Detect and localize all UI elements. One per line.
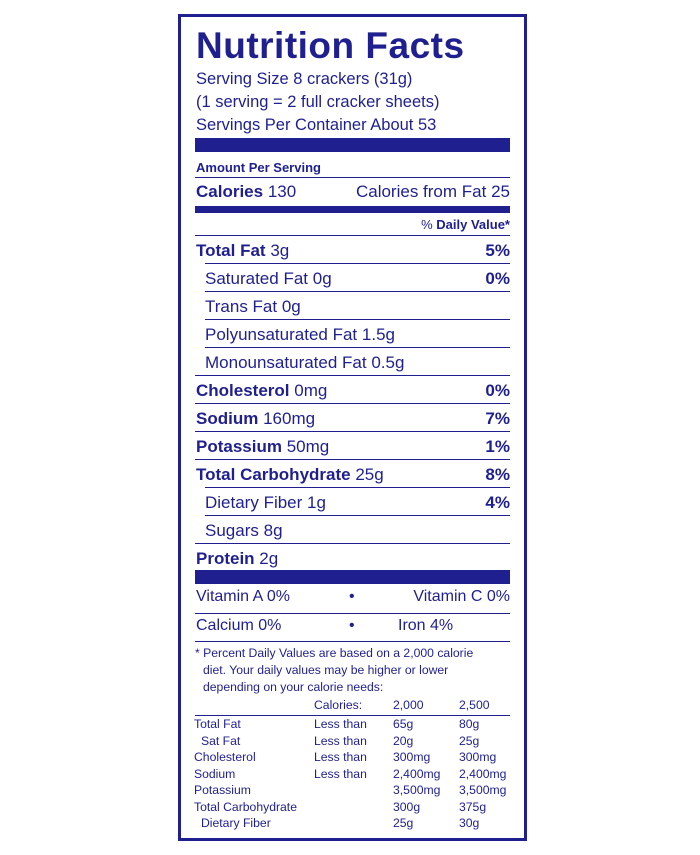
nutrient-row — [195, 292, 510, 320]
nutrition-facts-panel — [178, 14, 527, 841]
table-header-2500: 2,500 — [459, 698, 490, 712]
table-header-label: Calories: — [314, 698, 363, 712]
nutrient-amount: 0g — [312, 269, 332, 288]
table-header-2000: 2,000 — [393, 698, 424, 712]
nutrient-row — [195, 460, 510, 488]
nutrient-label — [205, 269, 332, 289]
serving-note: (1 serving = 2 full cracker sheets) — [196, 93, 440, 111]
calories-label: Calories — [196, 182, 264, 201]
nutrient-name: Sodium — [196, 409, 259, 428]
divider — [195, 641, 510, 642]
table-cell-col2: 375g — [459, 799, 487, 814]
nutrient-label — [196, 409, 315, 429]
thick-divider — [195, 138, 510, 152]
nutrient-amount: 0g — [281, 297, 301, 316]
nutrient-row — [195, 264, 510, 292]
table-cell-limit: Less than — [314, 717, 367, 731]
nutrient-daily-value: 0% — [485, 269, 510, 288]
iron: Iron 4% — [398, 617, 454, 634]
nutrient-name: Sugars — [205, 521, 259, 540]
table-cell-col1: 25g — [393, 816, 414, 830]
nutrient-amount: 0mg — [294, 381, 328, 400]
nutrient-row — [195, 404, 510, 432]
nutrient-label — [205, 297, 301, 317]
table-cell-col2: 25g — [459, 733, 480, 748]
daily-value-label: Daily Value* — [436, 217, 510, 232]
daily-value-prefix: % — [421, 217, 437, 232]
serving-size: Serving Size 8 crackers (31g) — [196, 70, 413, 88]
vitamin-a: Vitamin A 0% — [196, 588, 290, 605]
medium-divider — [195, 206, 510, 213]
nutrient-row — [195, 236, 510, 264]
footnote-line: diet. Your daily values may be higher or lower — [203, 663, 449, 677]
nutrient-daily-value: 8% — [485, 465, 510, 484]
divider — [195, 715, 510, 716]
nutrient-amount: 1.5g — [361, 325, 395, 344]
calories-from-fat-label: Calories from Fat — [355, 182, 487, 201]
nutrient-label — [196, 465, 384, 485]
table-cell-name: Potassium — [194, 783, 251, 797]
table-cell-limit: Less than — [314, 733, 367, 748]
calories-row — [196, 182, 296, 202]
table-cell-col2: 2,400mg — [459, 766, 507, 781]
nutrient-row — [195, 516, 510, 544]
nutrient-name: Monounsaturated Fat — [205, 353, 367, 372]
footnote-line: * Percent Daily Values are based on a 2,000 calorie — [195, 646, 474, 660]
bullet-separator: • — [349, 617, 355, 634]
daily-value-header — [421, 217, 510, 232]
nutrient-daily-value: 1% — [485, 437, 510, 456]
table-cell-col2: 30g — [459, 816, 480, 830]
table-cell-col2: 80g — [459, 717, 480, 731]
nutrient-daily-value: 4% — [485, 493, 510, 512]
table-cell-name: Dietary Fiber — [201, 816, 271, 830]
table-cell-name: Cholesterol — [194, 750, 256, 764]
servings-per-container: Servings Per Container About 53 — [196, 116, 437, 134]
nutrient-label — [196, 437, 329, 457]
table-cell-limit: Less than — [314, 750, 367, 764]
nutrient-name: Total Carbohydrate — [196, 465, 351, 484]
table-cell-name: Total Carbohydrate — [194, 799, 297, 814]
nutrient-amount: 8g — [263, 521, 283, 540]
nutrient-label — [196, 241, 289, 261]
divider — [195, 177, 510, 178]
nutrient-amount: 3g — [270, 241, 290, 260]
nutrient-amount: 1g — [307, 493, 326, 512]
thick-divider — [195, 570, 510, 584]
table-cell-col2: 300mg — [459, 750, 497, 764]
table-cell-col1: 65g — [393, 717, 414, 731]
table-cell-col1: 2,400mg — [393, 766, 441, 781]
nutrient-daily-value: 5% — [485, 241, 510, 260]
table-cell-col1: 300mg — [393, 750, 431, 764]
nutrient-amount: 0.5g — [371, 353, 405, 372]
nutrient-amount: 2g — [259, 549, 279, 568]
nutrient-name: Saturated Fat — [205, 269, 309, 288]
nutrient-name: Dietary Fiber — [205, 493, 303, 512]
nutrient-name: Trans Fat — [205, 297, 278, 316]
vitamin-c: Vitamin C 0% — [413, 588, 510, 605]
nutrient-name: Polyunsaturated Fat — [205, 325, 358, 344]
nutrient-row — [195, 348, 510, 376]
nutrient-row — [195, 320, 510, 348]
nutrient-label — [196, 549, 278, 569]
calories-from-fat-value: 25 — [491, 182, 510, 201]
table-cell-col1: 20g — [393, 733, 414, 748]
table-cell-name: Sat Fat — [201, 733, 241, 748]
table-cell-col1: 300g — [393, 799, 421, 814]
nutrient-row — [195, 432, 510, 460]
nutrient-daily-value: 7% — [485, 409, 510, 428]
nutrient-label — [205, 493, 326, 513]
nutrient-amount: 160mg — [263, 409, 316, 428]
nutrient-amount: 50mg — [286, 437, 330, 456]
calories-from-fat — [356, 182, 510, 202]
bullet-separator: • — [349, 588, 355, 605]
table-cell-limit: Less than — [314, 766, 367, 781]
calories-value: 130 — [267, 182, 297, 201]
footnote-line: depending on your calorie needs: — [203, 680, 384, 694]
nutrient-row — [195, 544, 510, 572]
nutrient-name: Total Fat — [196, 241, 266, 260]
table-cell-name: Total Fat — [194, 717, 241, 731]
nutrient-row — [195, 488, 510, 516]
nutrient-row — [195, 376, 510, 404]
nutrient-amount: 25g — [355, 465, 384, 484]
nutrient-label — [205, 325, 395, 345]
nutrient-label — [196, 381, 327, 401]
nutrient-name: Protein — [196, 549, 255, 568]
nutrient-name: Potassium — [196, 437, 282, 456]
divider — [195, 613, 510, 614]
panel-title: Nutrition Facts — [196, 25, 465, 66]
table-cell-col2: 3,500mg — [459, 783, 507, 797]
amount-per-serving: Amount Per Serving — [196, 160, 321, 175]
nutrient-daily-value: 0% — [485, 381, 510, 400]
table-cell-col1: 3,500mg — [393, 783, 441, 797]
nutrient-name: Cholesterol — [196, 381, 290, 400]
calcium: Calcium 0% — [196, 617, 282, 634]
nutrient-label — [205, 353, 404, 373]
table-cell-name: Sodium — [194, 766, 236, 781]
nutrient-label — [205, 521, 283, 541]
